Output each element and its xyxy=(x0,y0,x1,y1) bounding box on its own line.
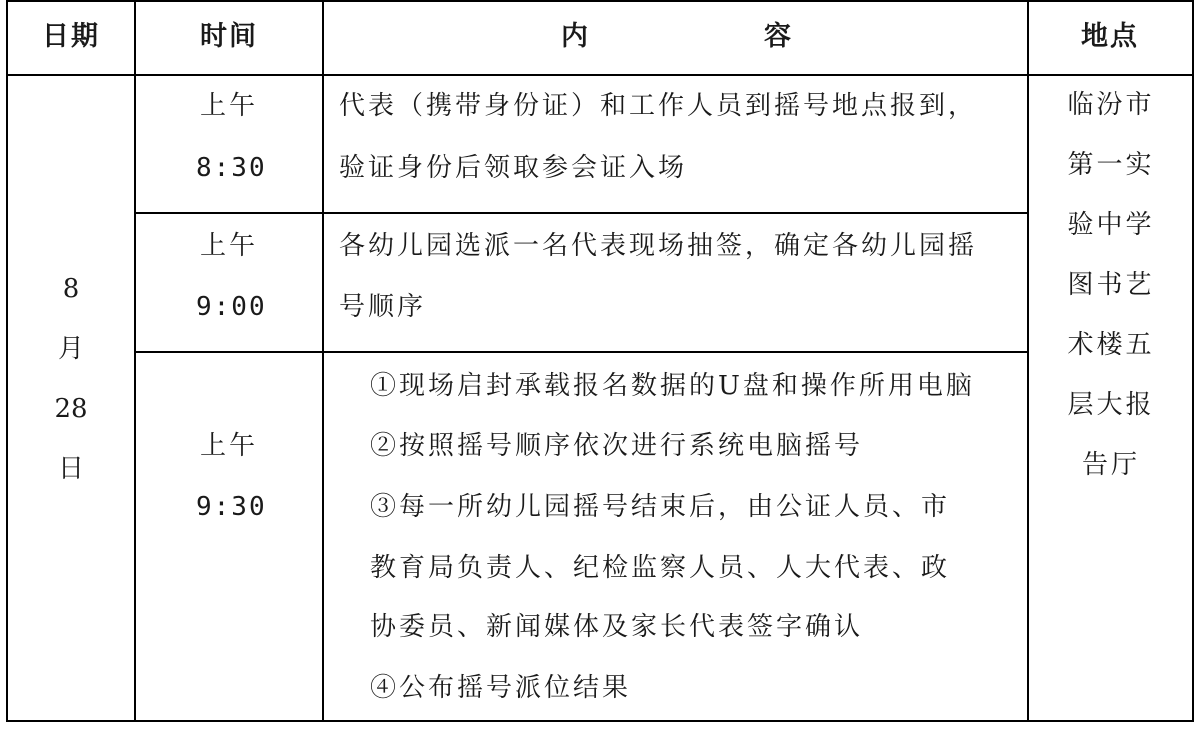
content-location-divider xyxy=(1027,0,1029,722)
row-time-period: 上午 xyxy=(200,231,259,261)
header-time: 时间 xyxy=(200,21,258,52)
row-content-line: 验证身份后领取参会证入场 xyxy=(339,153,688,183)
row-time-period: 上午 xyxy=(200,431,259,461)
row-divider-1 xyxy=(134,212,1028,214)
date-cell-line: 28 xyxy=(54,394,88,424)
location-cell-line: 图书艺 xyxy=(1067,270,1155,300)
date-cell-line: 日 xyxy=(57,454,84,484)
location-cell-line: 术楼五 xyxy=(1067,330,1155,360)
time-content-divider xyxy=(322,0,324,722)
location-cell-line: 验中学 xyxy=(1067,210,1155,240)
date-cell-line: 月 xyxy=(57,334,84,364)
row-time-period: 上午 xyxy=(200,91,259,121)
row-content-line: 代表（携带身份证）和工作人员到摇号地点报到， xyxy=(339,91,978,121)
row-content-line: 各幼儿园选派一名代表现场抽签，确定各幼儿园摇 xyxy=(339,231,978,261)
table-top-border xyxy=(6,0,1194,2)
header-content-first: 内 xyxy=(561,21,590,52)
row-time-value: 9:00 xyxy=(196,292,267,322)
row-content-line: ④公布摇号派位结果 xyxy=(370,673,632,703)
row-content-line: 教育局负责人、纪检监察人员、人大代表、政 xyxy=(370,553,951,583)
row-divider-2 xyxy=(134,351,1028,353)
row-time-value: 9:30 xyxy=(196,492,267,522)
date-time-divider xyxy=(134,0,136,722)
location-cell-line: 层大报 xyxy=(1067,390,1155,420)
location-cell-line: 告厅 xyxy=(1081,450,1140,480)
location-cell-line: 临汾市 xyxy=(1067,90,1155,120)
row-time-value: 8:30 xyxy=(196,153,267,183)
table-left-border xyxy=(6,0,8,722)
row-content-line: 协委员、新闻媒体及家长代表签字确认 xyxy=(370,612,864,642)
row-content-line: 号顺序 xyxy=(339,292,427,322)
location-cell xyxy=(1030,92,1192,512)
date-cell-line: 8 xyxy=(62,274,80,304)
table-right-border xyxy=(1192,0,1194,722)
header-date: 日期 xyxy=(42,21,100,52)
date-cell xyxy=(10,276,132,516)
table-bottom-border xyxy=(6,720,1194,722)
row-content-line: ①现场启封承载报名数据的U盘和操作所用电脑 xyxy=(370,371,975,401)
header-content-second: 容 xyxy=(764,21,793,52)
row-content-line: ②按照摇号顺序依次进行系统电脑摇号 xyxy=(370,431,864,461)
location-cell-line: 第一实 xyxy=(1067,150,1155,180)
row-content-line: ③每一所幼儿园摇号结束后，由公证人员、市 xyxy=(370,492,951,522)
header-location: 地点 xyxy=(1081,21,1139,52)
header-bottom-border xyxy=(6,74,1194,76)
